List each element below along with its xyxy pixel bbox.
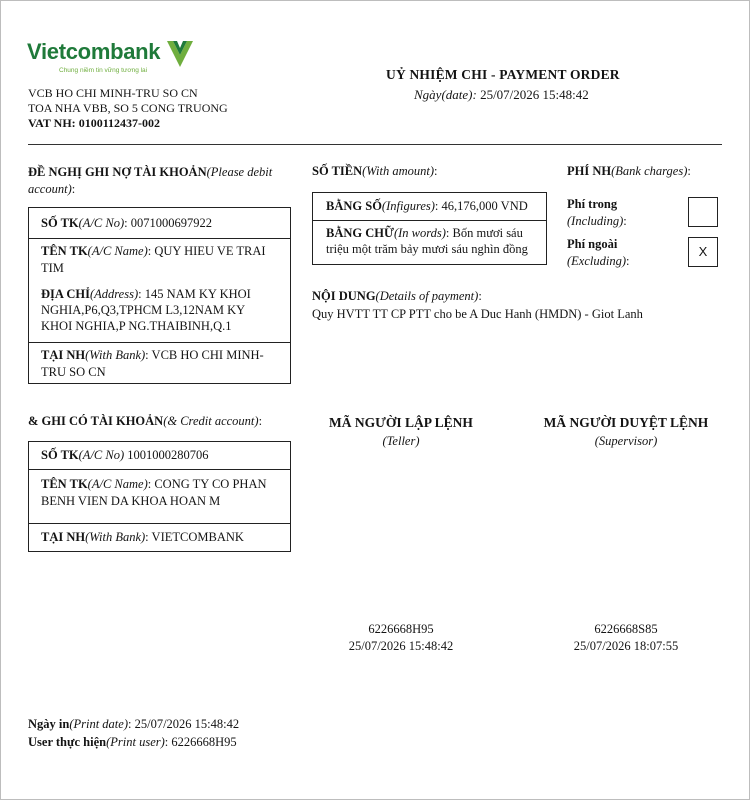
credit-name-italic: (A/C Name)	[87, 477, 148, 491]
credit-name-value1: : CONG TY CO PHAN	[147, 477, 267, 491]
print-date	[28, 715, 239, 733]
supervisor-heading: MÃ NGƯỜI DUYỆT LỆNH	[543, 415, 709, 430]
brand-slogan: Chung niềm tin vững tương lai	[59, 67, 148, 74]
credit-bank-italic: (With Bank)	[85, 530, 146, 544]
debit-name-row	[29, 238, 290, 288]
debit-address-row	[29, 286, 290, 340]
debit-address-label: ĐỊA CHỈ	[41, 287, 90, 301]
credit-bank-row	[29, 523, 290, 551]
debit-name-italic: (A/C Name)	[87, 244, 148, 258]
teller-signature	[321, 621, 481, 655]
debit-account-box	[28, 207, 291, 384]
credit-name-value2: BENH VIEN DA KHOA HOAN M	[41, 494, 221, 508]
vat-label: VAT NH:	[28, 116, 76, 130]
supervisor-datetime: 25/07/2026 18:07:55	[573, 639, 679, 653]
credit-account-box	[28, 441, 291, 552]
debit-address-value2: NGHIA,P6,Q3,TPHCM L3,12NAM KY	[41, 303, 246, 317]
charges-excluding-colon: :	[626, 254, 630, 268]
vat-number	[28, 116, 160, 131]
credit-bank-value: : VIETCOMBANK	[145, 530, 244, 544]
credit-name-label: TÊN TK	[41, 477, 88, 491]
debit-name-label: TÊN TK	[41, 244, 88, 258]
charges-excluding-italic: (Excluding)	[567, 254, 627, 268]
amount-words-label: BẰNG CHỮ	[326, 226, 394, 240]
supervisor-block	[521, 414, 731, 450]
credit-heading-label: & GHI CÓ TÀI KHOẢN	[28, 414, 164, 428]
charges-including-colon: :	[623, 214, 627, 228]
amount-figures-row	[313, 193, 546, 221]
credit-heading-colon: :	[258, 414, 263, 428]
credit-heading	[28, 414, 262, 429]
charges-excluding-label	[567, 236, 630, 270]
teller-heading: MÃ NGƯỜI LẬP LỆNH	[329, 415, 473, 430]
charges-heading	[567, 164, 691, 179]
print-user-value: : 6226668H95	[164, 735, 237, 749]
details-heading-colon: :	[478, 289, 482, 303]
charges-excluding-text: Phí ngoài	[567, 237, 618, 251]
document-title: UỶ NHIỆM CHI - PAYMENT ORDER	[386, 67, 620, 82]
charges-heading-colon: :	[687, 164, 691, 178]
charges-including-checkbox	[688, 197, 718, 227]
teller-code: 6226668H95	[368, 622, 434, 636]
amount-figures-italic: (Infigures)	[381, 199, 435, 213]
debit-acno-label: SỐ TK	[41, 216, 79, 230]
amount-words-value1: : Bốn mươi sáu	[445, 226, 523, 240]
charges-heading-italic: (Bank charges)	[611, 164, 688, 178]
debit-bank-value1: : VCB HO CHI MINH-	[145, 348, 264, 362]
teller-subheading: (Teller)	[382, 434, 420, 448]
charges-heading-label: PHÍ NH	[567, 164, 612, 178]
print-info	[28, 715, 239, 751]
amount-heading-italic: (With amount)	[362, 164, 435, 178]
amount-words-value2: triệu một trăm bảy mươi sáu nghìn đồng	[326, 242, 528, 256]
credit-acno-italic: (A/C No)	[78, 448, 125, 462]
teller-block	[311, 414, 491, 450]
credit-name-row	[29, 469, 290, 520]
debit-address-value1: : 145 NAM KY KHOI	[138, 287, 251, 301]
supervisor-subheading: (Supervisor)	[594, 434, 658, 448]
branch-address: TOA NHA VBB, SO 5 CONG TRUONG	[28, 101, 228, 115]
debit-heading	[28, 164, 290, 198]
amount-figures-label: BẰNG SỐ	[326, 199, 382, 213]
teller-datetime: 25/07/2026 15:48:42	[348, 639, 454, 653]
amount-heading-label: SỐ TIỀN	[312, 164, 363, 178]
details-heading-italic: (Details of payment)	[375, 289, 479, 303]
brand-name: Vietcombank	[27, 39, 161, 64]
vietcombank-logo	[27, 39, 197, 81]
charges-excluding-checkbox: X	[688, 237, 718, 267]
credit-acno-value: 1001000280706	[124, 448, 209, 462]
supervisor-code: 6226668S85	[594, 622, 658, 636]
debit-bank-row	[29, 342, 290, 384]
date-label: Ngày(date):	[414, 87, 477, 102]
charges-including-text: Phí trong	[567, 197, 618, 211]
credit-acno-label: SỐ TK	[41, 448, 79, 462]
amount-heading	[312, 164, 438, 179]
document-date	[414, 87, 589, 103]
supervisor-signature	[546, 621, 706, 655]
header-divider	[28, 144, 722, 145]
charges-including-italic: (Including)	[567, 214, 624, 228]
debit-address-italic: (Address)	[89, 287, 139, 301]
debit-acno-value: : 0071000697922	[124, 216, 212, 230]
credit-bank-label: TẠI NH	[41, 530, 86, 544]
amount-figures-value: : 46,176,000 VND	[434, 199, 528, 213]
debit-heading-label: ĐỀ NGHỊ GHI NỢ TÀI KHOẢN	[28, 165, 207, 179]
amount-box	[312, 192, 547, 265]
credit-acno-row	[29, 442, 290, 470]
debit-bank-label: TẠI NH	[41, 348, 86, 362]
print-date-label: Ngày in	[28, 717, 70, 731]
debit-name-value1: : QUY HIEU VE TRAI	[147, 244, 266, 258]
debit-name-value2: TIM	[41, 261, 64, 275]
credit-heading-italic: (& Credit account)	[163, 414, 259, 428]
print-user	[28, 733, 239, 751]
branch-name: VCB HO CHI MINH-TRU SO CN	[28, 86, 198, 100]
debit-address-value3: KHOI NGHIA,P NG.THAIBINH,Q.1	[41, 319, 232, 333]
charges-including-label	[567, 196, 627, 230]
vat-value: 0100112437-002	[78, 116, 161, 130]
amount-words-row	[313, 220, 546, 264]
debit-bank-value2: TRU SO CN	[41, 365, 106, 379]
debit-acno-row	[29, 208, 290, 238]
debit-heading-italic1: (Please debit	[206, 165, 273, 179]
amount-heading-colon: :	[434, 164, 438, 178]
debit-heading-colon: :	[71, 182, 76, 196]
debit-bank-italic: (With Bank)	[85, 348, 146, 362]
debit-heading-italic2: account)	[28, 182, 72, 196]
vietcombank-logo-icon	[165, 39, 195, 69]
print-date-value: : 25/07/2026 15:48:42	[128, 717, 240, 731]
debit-acno-italic: (A/C No)	[78, 216, 125, 230]
print-user-label: User thực hiện	[28, 735, 107, 749]
details-value: Quy HVTT TT CP PTT cho be A Duc Hanh (HMDN) - Giot Lanh	[312, 307, 643, 321]
amount-words-italic: (In words)	[393, 226, 446, 240]
print-date-italic: (Print date)	[69, 717, 128, 731]
print-user-italic: (Print user)	[106, 735, 165, 749]
date-value: 25/07/2026 15:48:42	[480, 87, 589, 102]
details-heading	[312, 289, 482, 304]
details-heading-label: NỘI DUNG	[312, 289, 376, 303]
